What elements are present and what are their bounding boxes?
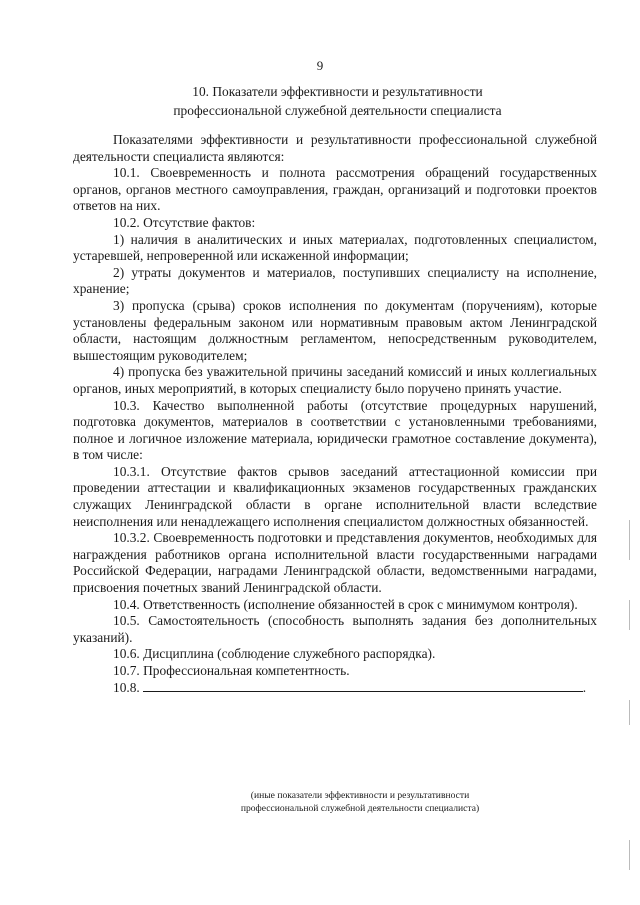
paragraph-10-4: 10.4. Ответственность (исполнение обязанностей в срок с минимумом контроля). [113,596,578,612]
paragraph-10-7: 10.7. Профессиональная компетентность. [113,663,350,678]
caption-line-1: (иные показатели эффективности и результативности [250,790,470,801]
blank-fill-line [143,680,583,692]
scan-margin-mark [629,520,630,560]
paragraph-10-2-item-1: 1) наличия в аналитических и иных материалах, подготовленных специалистом, устаревшей, непроверенной или искаженной информации; [73,231,597,264]
paragraph-intro: Показателями эффективности и результативности профессиональной служебной деятельности специалиста являются: [73,132,597,164]
section-title-line-1: 10. Показатели эффективности и результативности [192,84,483,99]
blank-line-caption [140,789,580,815]
section-body [73,132,597,696]
paragraph-10-3-2: 10.3.2. Своевременность подготовки и представления документов, необходимых для награждения работников органа исполнительной власти государственными наградами Российской Федерации, наградами Ленинградской области, ведомственными наградами, присвоения почетных званий Ленинградской области. [73,530,597,596]
scan-margin-mark [629,600,630,630]
paragraph-10-3-1: 10.3.1. Отсутствие фактов срывов заседаний аттестационной комиссии при проведении аттестации и квалификационных экзаменов государственных гражданских служащих Ленинградской области в органе исполнительной власти вследствие неисполнения или ненадлежащего исполнения специалистом должностных обязанностей. [73,463,597,529]
paragraph-10-2-item-4: 4) пропуска без уважительной причины заседаний комиссий и иных коллегиальных органов, иных мероприятий, в которых специалисту было поручено принять участие. [73,364,597,396]
page-number: 9 [316,58,324,73]
paragraph-10-2-item-2: 2) утраты документов и материалов, поступивших специалисту на исполнение, хранение; [73,264,597,297]
section-title [60,82,615,120]
paragraph-10-2-item-3: 3) пропуска (срыва) сроков исполнения по документам (поручениям), которые установлены федеральным законом или нормативным правовым актом Ленинградской области, настоящим должностным регламентом, непосредственным руководителем, вышестоящим руководителем; [73,297,597,363]
item-10-8-label: 10.8. [113,679,140,695]
paragraph-10-8 [73,680,597,697]
paragraph-10-3: 10.3. Качество выполненной работы (отсутствие процедурных нарушений, подготовка документов, материалов в соответствии с установленными требованиями, полное и логичное изложение материала, юридически грамотное составление документа), в том числе: [73,397,597,463]
item-10-8-end-mark: . [582,679,587,695]
paragraph-10-5: 10.5. Самостоятельность (способность выполнять задания без дополнительных указаний). [73,613,597,645]
paragraph-10-2: 10.2. Отсутствие фактов: [113,214,256,230]
scan-margin-mark [629,840,630,870]
paragraph-10-6: 10.6. Дисциплина (соблюдение служебного распорядка). [113,646,436,662]
caption-line-2: профессиональной служебной деятельности специалиста) [240,803,480,814]
section-title-line-2: профессиональной служебной деятельности специалиста [173,103,502,118]
paragraph-10-1: 10.1. Своевременность и полнота рассмотрения обращений государственных органов, органов местного самоуправления, граждан, организаций и подготовки проектов ответов на них. [73,165,597,214]
scan-margin-mark [629,700,630,725]
